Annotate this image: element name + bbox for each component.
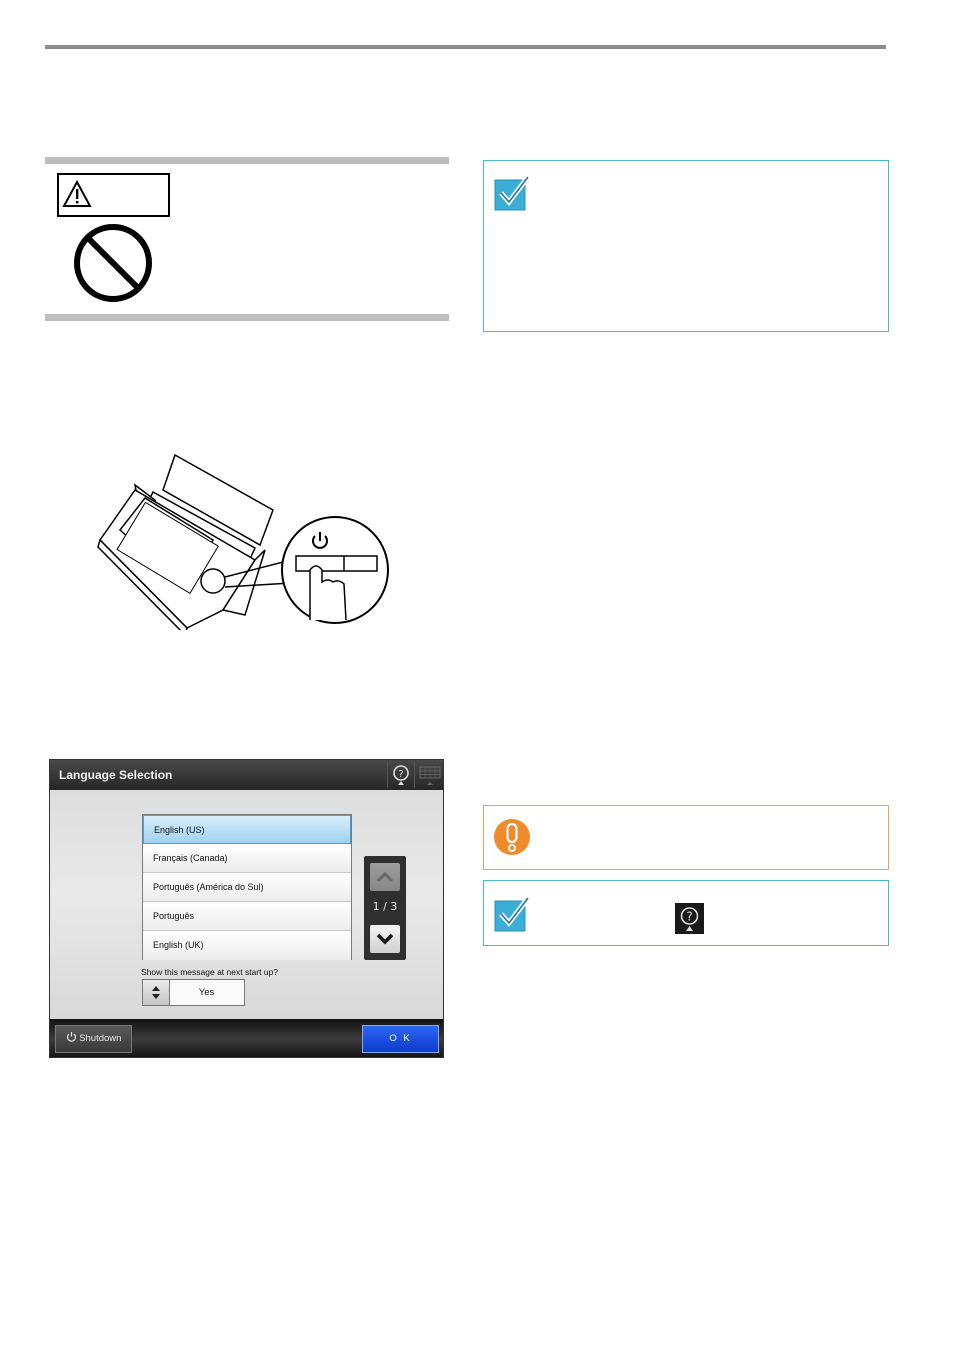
- chevron-down-icon: [370, 925, 400, 953]
- checkmark-icon: [494, 175, 530, 211]
- screen-title: Language Selection: [59, 768, 173, 782]
- title-bar: [50, 760, 443, 790]
- warning-triangle-icon: [62, 180, 92, 208]
- help-button[interactable]: [387, 762, 413, 788]
- scanner-illustration: [95, 450, 395, 630]
- page-up-button[interactable]: [370, 863, 400, 891]
- svg-text:?: ?: [686, 909, 693, 924]
- caution-box: [483, 805, 889, 870]
- warning-label-box: [57, 173, 170, 217]
- ok-button[interactable]: O K: [362, 1025, 439, 1053]
- help-button-illustration: [675, 903, 704, 934]
- power-icon: [66, 1031, 77, 1042]
- prohibition-icon: [72, 222, 154, 304]
- page-indicator: 1 / 3: [372, 900, 398, 913]
- warning-bottom-rule: [45, 314, 449, 321]
- bottom-bar: [50, 1019, 443, 1058]
- chevron-up-icon: [370, 863, 400, 891]
- up-down-arrows-icon: [143, 980, 169, 1005]
- hint-box: [483, 160, 889, 332]
- keyboard-icon: [418, 763, 442, 787]
- help-icon: [389, 763, 413, 787]
- page-down-button[interactable]: [370, 925, 400, 953]
- help-icon: [675, 903, 704, 934]
- svg-text:?: ?: [398, 769, 404, 780]
- shutdown-button[interactable]: [55, 1025, 132, 1053]
- shutdown-label: Shutdown: [79, 1033, 122, 1044]
- warning-top-rule: [45, 157, 449, 164]
- spinner-button[interactable]: [143, 980, 170, 1005]
- page-navigator: [364, 856, 406, 960]
- language-option[interactable]: English (US): [143, 815, 351, 844]
- language-option[interactable]: Français (Canada): [143, 844, 351, 873]
- show-message-select[interactable]: [142, 979, 245, 1006]
- exclamation-icon: [492, 817, 532, 857]
- language-option[interactable]: English (UK): [143, 931, 351, 960]
- language-list: [142, 814, 352, 960]
- checkmark-icon: [494, 896, 530, 932]
- show-message-label: Show this message at next start up?: [141, 967, 279, 977]
- language-option[interactable]: Português (América do Sul): [143, 873, 351, 902]
- keyboard-button[interactable]: [414, 762, 444, 788]
- language-option[interactable]: Português: [143, 902, 351, 931]
- header-rule: [45, 45, 886, 49]
- language-selection-screen: [49, 759, 444, 1058]
- show-message-value: Yes: [198, 987, 215, 998]
